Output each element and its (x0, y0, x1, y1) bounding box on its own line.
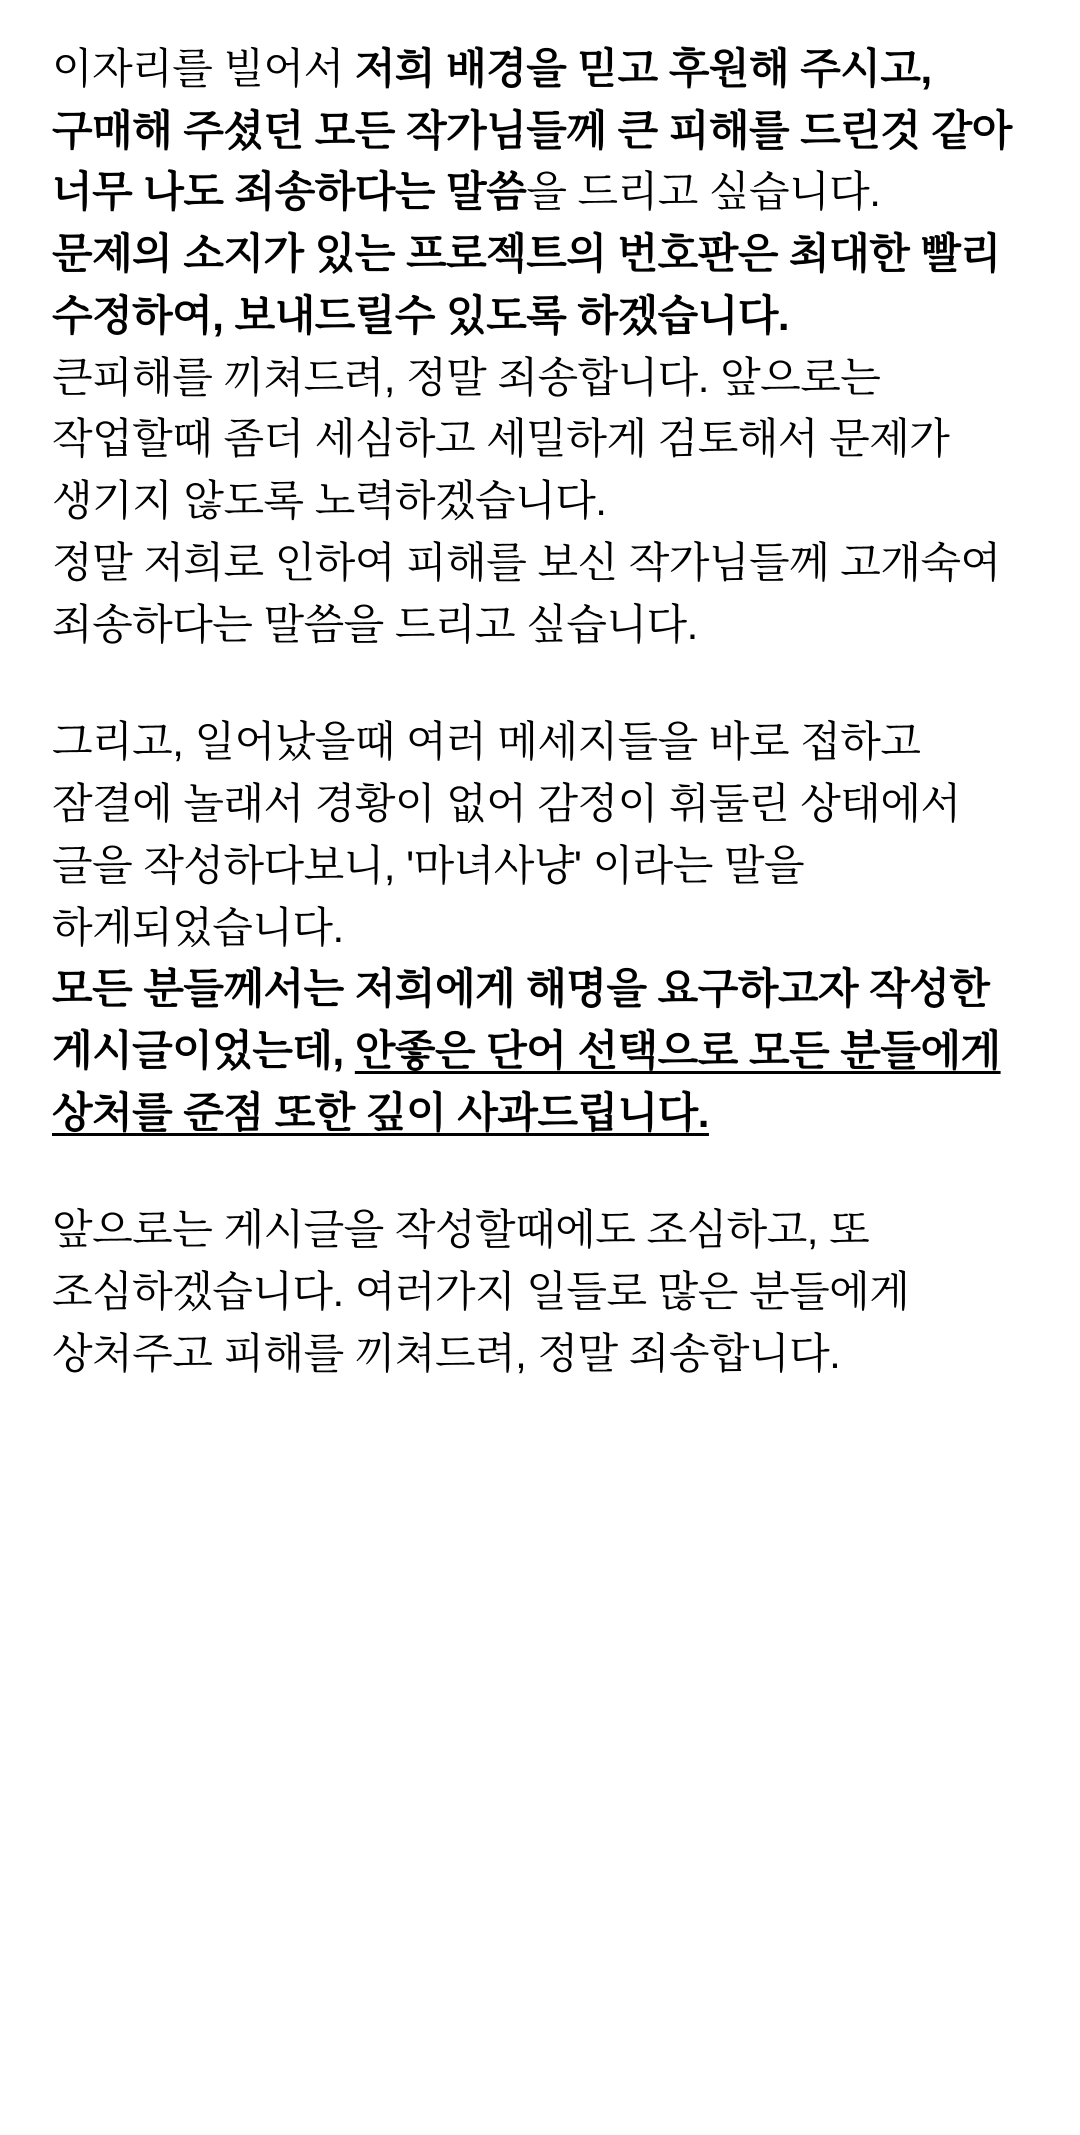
text-run: 정말 저희로 인하여 피해를 보신 작가님들께 고개숙여 죄송하다는 말씀을 드리고 싶습니다. (52, 538, 1001, 648)
text-run: 이자리를 빌어서 (52, 45, 355, 92)
block-word-choice-apology (52, 958, 1034, 1143)
text-run: 을 드리고 싶습니다. (526, 168, 881, 216)
text-run: 저희 배경을 믿고 후원해 주시고, 구매해 주셨던 모든 작가님들께 큰 피해를 드린것 같아 너무 나도 죄송하다는 말씀 (52, 45, 1012, 216)
text-run: 큰피해를 끼쳐드려, 정말 죄송합니다. 앞으로는 작업할때 좀더 세심하고 세밀하게 검토해서 문제가 생기지 않도록 노력하겠습니다. (52, 353, 950, 525)
text-run: 그리고, 일어났을때 여러 메세지들을 바로 접하고 잠결에 놀래서 경황이 없어 감정이 휘둘린 상태에서 글을 작성하다보니, '마녀사냥' 이라는 말을 하게되었습니다. (52, 718, 961, 951)
block-bow-apology (52, 532, 1034, 655)
paragraph-spacer (52, 1143, 1034, 1199)
paragraph-spacer (52, 655, 1034, 711)
apology-statement-text (52, 38, 1034, 1385)
text-run: 안좋은 단어 선택으로 모든 분들에게 상처를 준점 또한 깊이 사과드립니다. (52, 1027, 1001, 1136)
block-fix-plan (52, 223, 1034, 346)
text-run: 앞으로는 게시글을 작성할때에도 조심하고, 또 조심하겠습니다. 여러가지 일들로 많은 분들에게 상처주고 피해를 끼쳐드려, 정말 죄송합니다. (52, 1206, 910, 1377)
block-future-care (52, 1199, 1034, 1384)
text-run: 문제의 소지가 있는 프로젝트의 번호판은 최대한 빨리 수정하여, 보내드릴수 있도록 하겠습니다. (52, 230, 1001, 339)
block-apology-sponsors (52, 38, 1034, 223)
block-context-messages (52, 711, 1034, 958)
text-run: 모든 분들께서는 저희에게 해명을 요구하고자 작성한 게시글이었는데, (52, 965, 990, 1075)
block-sorry-effort (52, 347, 1034, 532)
